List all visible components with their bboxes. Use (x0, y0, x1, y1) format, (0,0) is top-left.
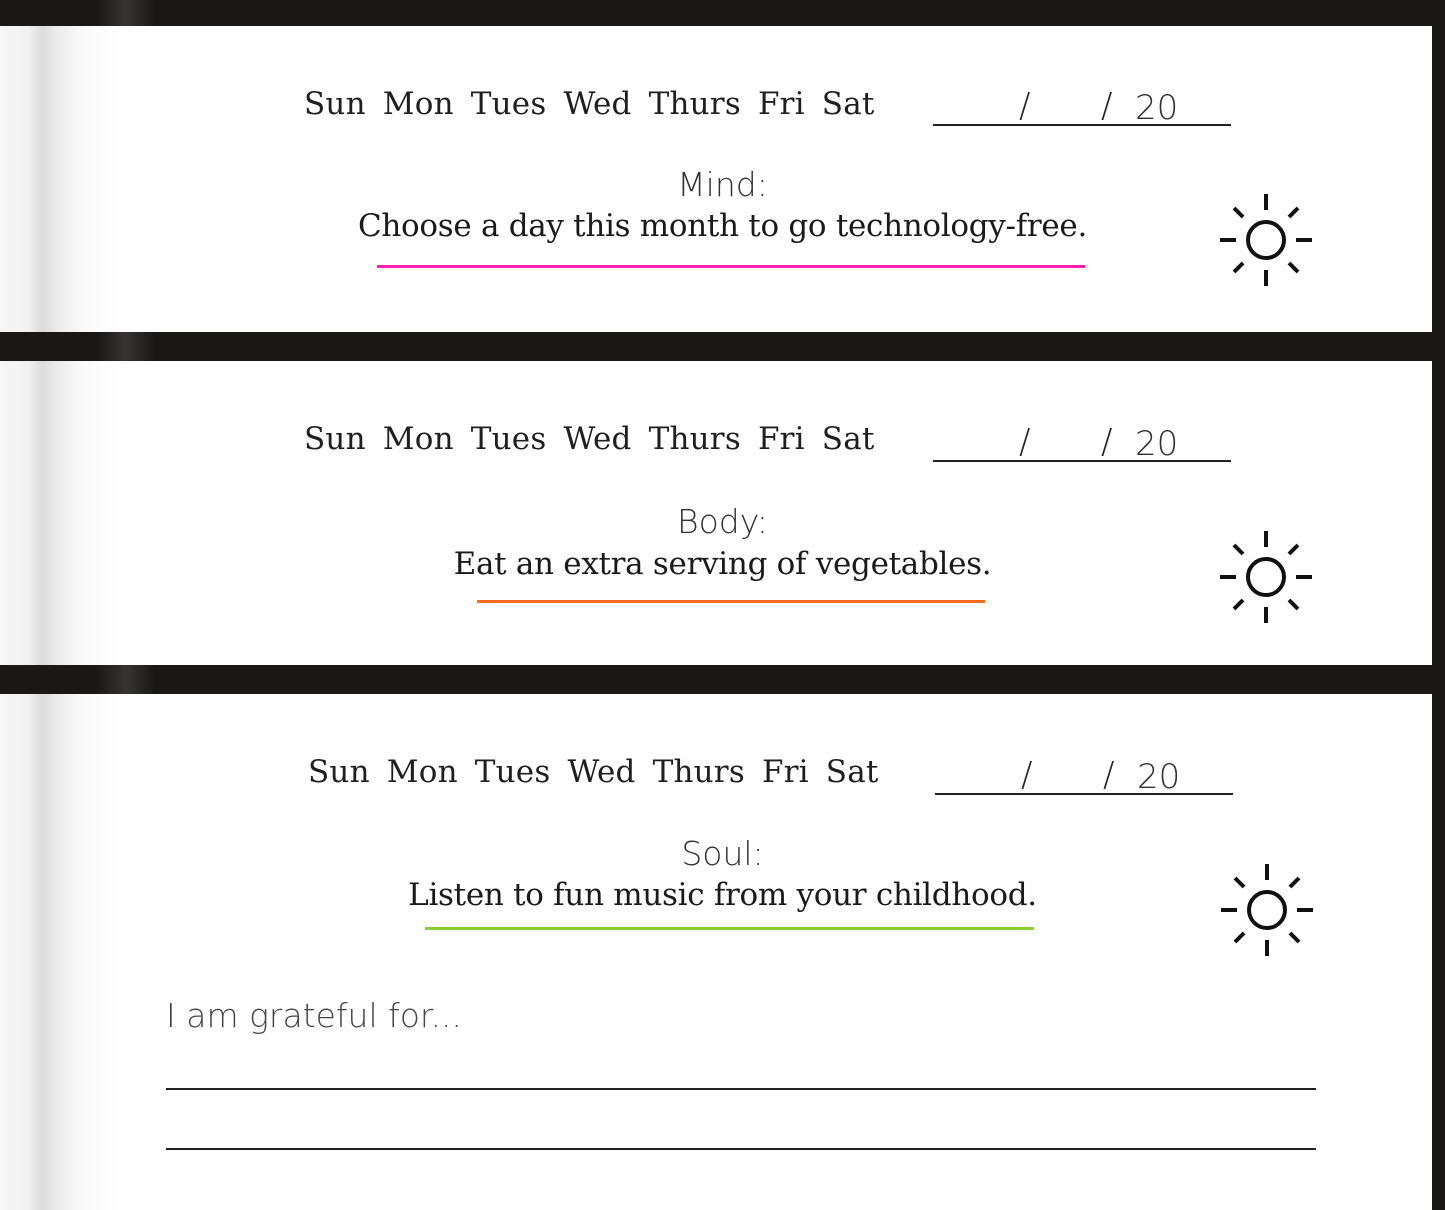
binding-shine (96, 665, 156, 694)
day-wed[interactable]: Wed (563, 421, 632, 457)
gratitude-writing-line[interactable] (166, 1148, 1316, 1150)
daily-prompt: Choose a day this month to go technology-free. (357, 208, 1088, 244)
day-tues[interactable]: Tues (470, 86, 547, 122)
day-thurs[interactable]: Thurs (648, 86, 741, 122)
day-fri[interactable]: Fri (757, 86, 805, 122)
day-sat[interactable]: Sat (821, 421, 875, 457)
day-mon[interactable]: Mon (382, 421, 454, 457)
date-slash: / (1103, 755, 1115, 795)
day-fri[interactable]: Fri (761, 754, 809, 790)
day-fri[interactable]: Fri (757, 421, 805, 457)
date-slash: / (1021, 755, 1033, 795)
planner-page-mind (0, 26, 1432, 332)
gratitude-label: I am grateful for... (166, 996, 462, 1035)
day-mon[interactable]: Mon (386, 754, 458, 790)
date-year: 20 (1137, 757, 1181, 797)
date-slash: / (1101, 422, 1113, 462)
prompt-underline (425, 927, 1034, 930)
weekday-row (308, 754, 879, 790)
daily-prompt: Eat an extra serving of vegetables. (453, 546, 992, 582)
category-label: Soul: (681, 834, 764, 873)
binding-shine (96, 332, 156, 361)
prompt-underline (477, 600, 985, 603)
day-wed[interactable]: Wed (567, 754, 636, 790)
planner-page-soul (0, 694, 1432, 1210)
day-sat[interactable]: Sat (821, 86, 875, 122)
day-sun[interactable]: Sun (308, 754, 370, 790)
day-sat[interactable]: Sat (825, 754, 879, 790)
date-slash: / (1101, 86, 1113, 126)
date-year: 20 (1135, 424, 1179, 464)
weekday-row (304, 421, 875, 457)
date-field[interactable] (933, 84, 1231, 126)
gratitude-writing-line[interactable] (166, 1088, 1316, 1090)
planner-page-body (0, 361, 1432, 665)
date-year: 20 (1135, 88, 1179, 128)
prompt-underline (377, 265, 1085, 268)
category-label: Body: (677, 502, 768, 541)
category-label: Mind: (677, 165, 768, 204)
day-wed[interactable]: Wed (563, 86, 632, 122)
day-sun[interactable]: Sun (304, 421, 366, 457)
day-mon[interactable]: Mon (382, 86, 454, 122)
sun-icon[interactable] (1217, 860, 1317, 960)
date-slash: / (1019, 422, 1031, 462)
date-field[interactable] (935, 753, 1233, 795)
day-tues[interactable]: Tues (470, 421, 547, 457)
sun-icon[interactable] (1216, 190, 1316, 290)
weekday-row (304, 86, 875, 122)
day-tues[interactable]: Tues (474, 754, 551, 790)
day-thurs[interactable]: Thurs (648, 421, 741, 457)
day-sun[interactable]: Sun (304, 86, 366, 122)
date-field[interactable] (933, 420, 1231, 462)
date-slash: / (1019, 86, 1031, 126)
sun-icon[interactable] (1216, 527, 1316, 627)
daily-prompt: Listen to fun music from your childhood. (408, 877, 1037, 913)
day-thurs[interactable]: Thurs (652, 754, 745, 790)
binding-shine (96, 0, 156, 26)
